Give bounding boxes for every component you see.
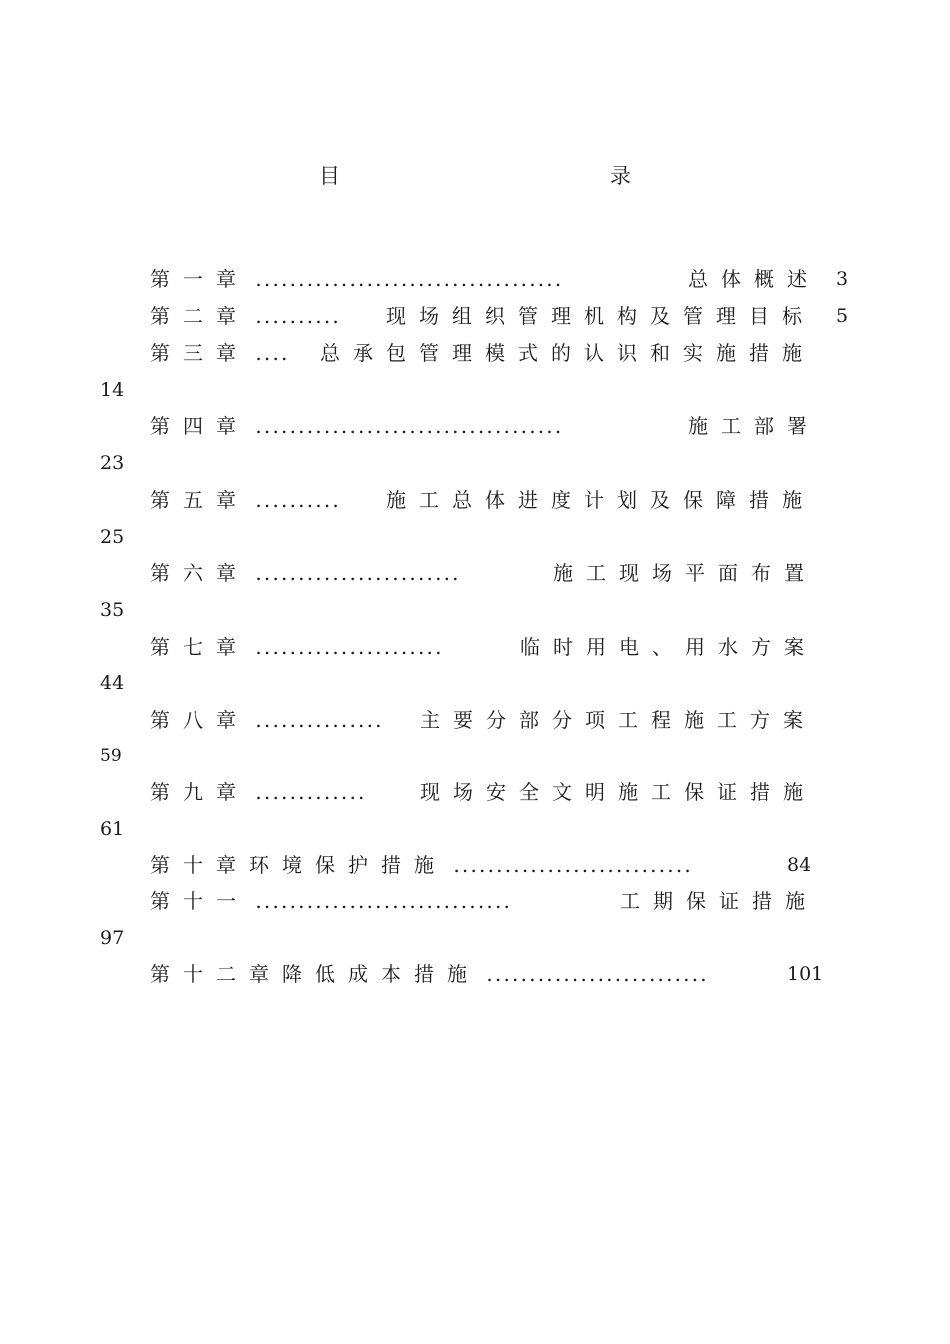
toc-heading: 施工部署 [688,414,820,438]
toc-entry-11[interactable] [150,886,850,916]
toc-entry-10[interactable] [150,850,850,880]
toc-entry-6[interactable] [150,558,850,588]
toc-page-number: 25 [100,526,125,548]
toc-page-number: 5 [836,305,849,327]
toc-chapter-label: 第七章 [150,635,249,659]
toc-page-number: 23 [100,452,125,474]
toc-page-number: 97 [100,927,125,949]
toc-heading: 施工现场平面布置 [553,561,817,585]
toc-chapter-label: 第五章 [150,488,249,512]
toc-chapter-label: 第十章环境保护措施 [150,853,447,877]
toc-leader-dots: ........................ [255,561,461,585]
toc-heading: 现场组织管理机构及管理目标 [386,304,815,328]
toc-leader-dots: .................................... [255,267,564,291]
toc-leader-dots: .......... [255,488,341,512]
toc-entry-7[interactable] [150,632,850,662]
toc-heading: 现场安全文明施工保证措施 [420,780,816,804]
toc-title: 目 录 [319,164,707,188]
toc-leader-dots: .................................... [255,414,564,438]
toc-entry-3[interactable] [150,338,850,368]
toc-heading: 主要分部分项工程施工方案 [420,708,816,732]
toc-page-number: 84 [787,854,812,876]
toc-entry-8[interactable] [150,705,850,735]
toc-heading: 工期保证措施 [620,889,818,913]
toc-chapter-label: 第六章 [150,561,249,585]
toc-entry-2[interactable] [150,301,850,331]
toc-entry-1[interactable] [150,264,850,294]
toc-leader-dots: ............. [255,780,367,804]
toc-leader-dots: ............... [255,708,384,732]
toc-chapter-label: 第一章 [150,267,249,291]
toc-page-number: 3 [836,268,849,290]
toc-page-number: 59 [100,746,122,766]
toc-chapter-label: 第二章 [150,304,249,328]
toc-leader-dots: ...................... [255,635,444,659]
toc-heading: 总承包管理模式的认识和实施措施 [320,341,815,365]
toc-entry-4[interactable] [150,411,850,441]
toc-entry-9[interactable] [150,777,850,807]
toc-heading: 施工总体进度计划及保障措施 [386,488,815,512]
toc-entry-12[interactable] [150,959,850,989]
toc-page-number: 44 [100,672,125,694]
toc-heading: 总体概述 [688,267,820,291]
toc-page-number: 14 [100,379,125,401]
toc-chapter-label: 第三章 [150,341,249,365]
toc-page-number: 101 [787,963,824,985]
toc-page-number: 61 [100,818,125,840]
toc-chapter-label: 第九章 [150,780,249,804]
toc-heading: 临时用电、用水方案 [520,635,817,659]
toc-chapter-label: 第十一 [150,889,249,913]
toc-page-number: 35 [100,599,125,621]
toc-chapter-label: 第十二章降低成本措施 [150,962,480,986]
toc-leader-dots: .............................. [255,889,513,913]
toc-leader-dots: .... [255,341,290,365]
toc-chapter-label: 第八章 [150,708,249,732]
toc-leader-dots: ............................ [453,853,693,877]
toc-entry-5[interactable] [150,485,850,515]
toc-leader-dots: .......... [255,304,341,328]
toc-leader-dots: .......................... [486,962,709,986]
toc-chapter-label: 第四章 [150,414,249,438]
